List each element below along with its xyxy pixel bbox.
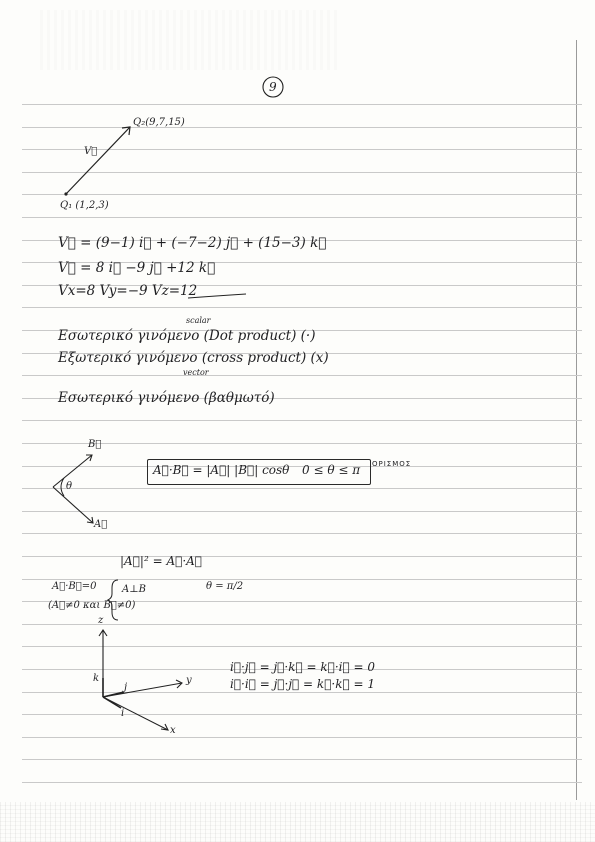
vector-a-label: A⃗ (94, 519, 108, 530)
dot-product-line: Εσωτερικό γινόμενο (Dot product) (·) (58, 328, 316, 344)
equation-line-2: V⃗ = 8 i⃗ −9 j⃗ +12 k⃗ (58, 260, 216, 276)
axis-z-label: z (98, 615, 104, 626)
page-number: 9 (269, 80, 277, 94)
vector-b-line (53, 455, 92, 487)
unit-i-label: i (121, 708, 125, 719)
zero-dot-product: A⃗·B⃗=0 (52, 581, 97, 592)
point-q1-dot (64, 192, 67, 195)
angle-theta-label: θ (66, 481, 73, 492)
definition-range: 0 ≤ θ ≤ π (302, 463, 361, 477)
unit-j-line (103, 692, 124, 697)
unit-relation-orthogonal: i⃗·j⃗ = j⃗·k⃗ = k⃗·i⃗ = 0 (230, 660, 375, 674)
definition-tag: ΟΡΙΣΜΟΣ (372, 460, 412, 468)
vector-a-line (53, 487, 93, 523)
scalar-note: scalar (186, 316, 211, 325)
perpendicular-label: A⊥B (122, 584, 146, 595)
scalar-product-line: Εσωτερικό γινόμενο (βαθμωτό) (58, 390, 275, 406)
axis-x-line (103, 697, 168, 730)
axis-y-label: y (186, 675, 192, 686)
right-angle-label: θ = π/2 (206, 581, 244, 592)
norm-equation: |A⃗|² = A⃗·A⃗ (120, 554, 202, 568)
point-q1-label: Q₁ (1,2,3) (60, 200, 109, 211)
equation-line-3: Vx=8 Vy=−9 Vz=12 (58, 283, 198, 299)
equation-line-1: V⃗ = (9−1) i⃗ + (−7−2) j⃗ + (15−3) k⃗ (58, 235, 327, 251)
vector-b-label: B⃗ (88, 439, 102, 450)
unit-k-label: k (93, 673, 100, 684)
axis-x-label: x (170, 725, 176, 736)
vector-v-line (66, 127, 130, 194)
point-q2-label: Q₂(9,7,15) (133, 117, 185, 128)
definition-formula: A⃗·B⃗ = |A⃗| |B⃗| cosθ (153, 463, 290, 477)
unit-i-line (103, 697, 121, 708)
nonzero-condition: (A⃗≠0 και B⃗≠0) (48, 600, 136, 611)
unit-relation-norm: i⃗·i⃗ = j⃗·j⃗ = k⃗·k⃗ = 1 (230, 677, 375, 691)
cross-product-line: Εξωτερικό γινόμενο (cross product) (x) (58, 350, 329, 366)
unit-j-label: j (124, 682, 128, 693)
vector-v-label: V⃗ (84, 146, 98, 157)
vector-note: vector (183, 368, 209, 377)
